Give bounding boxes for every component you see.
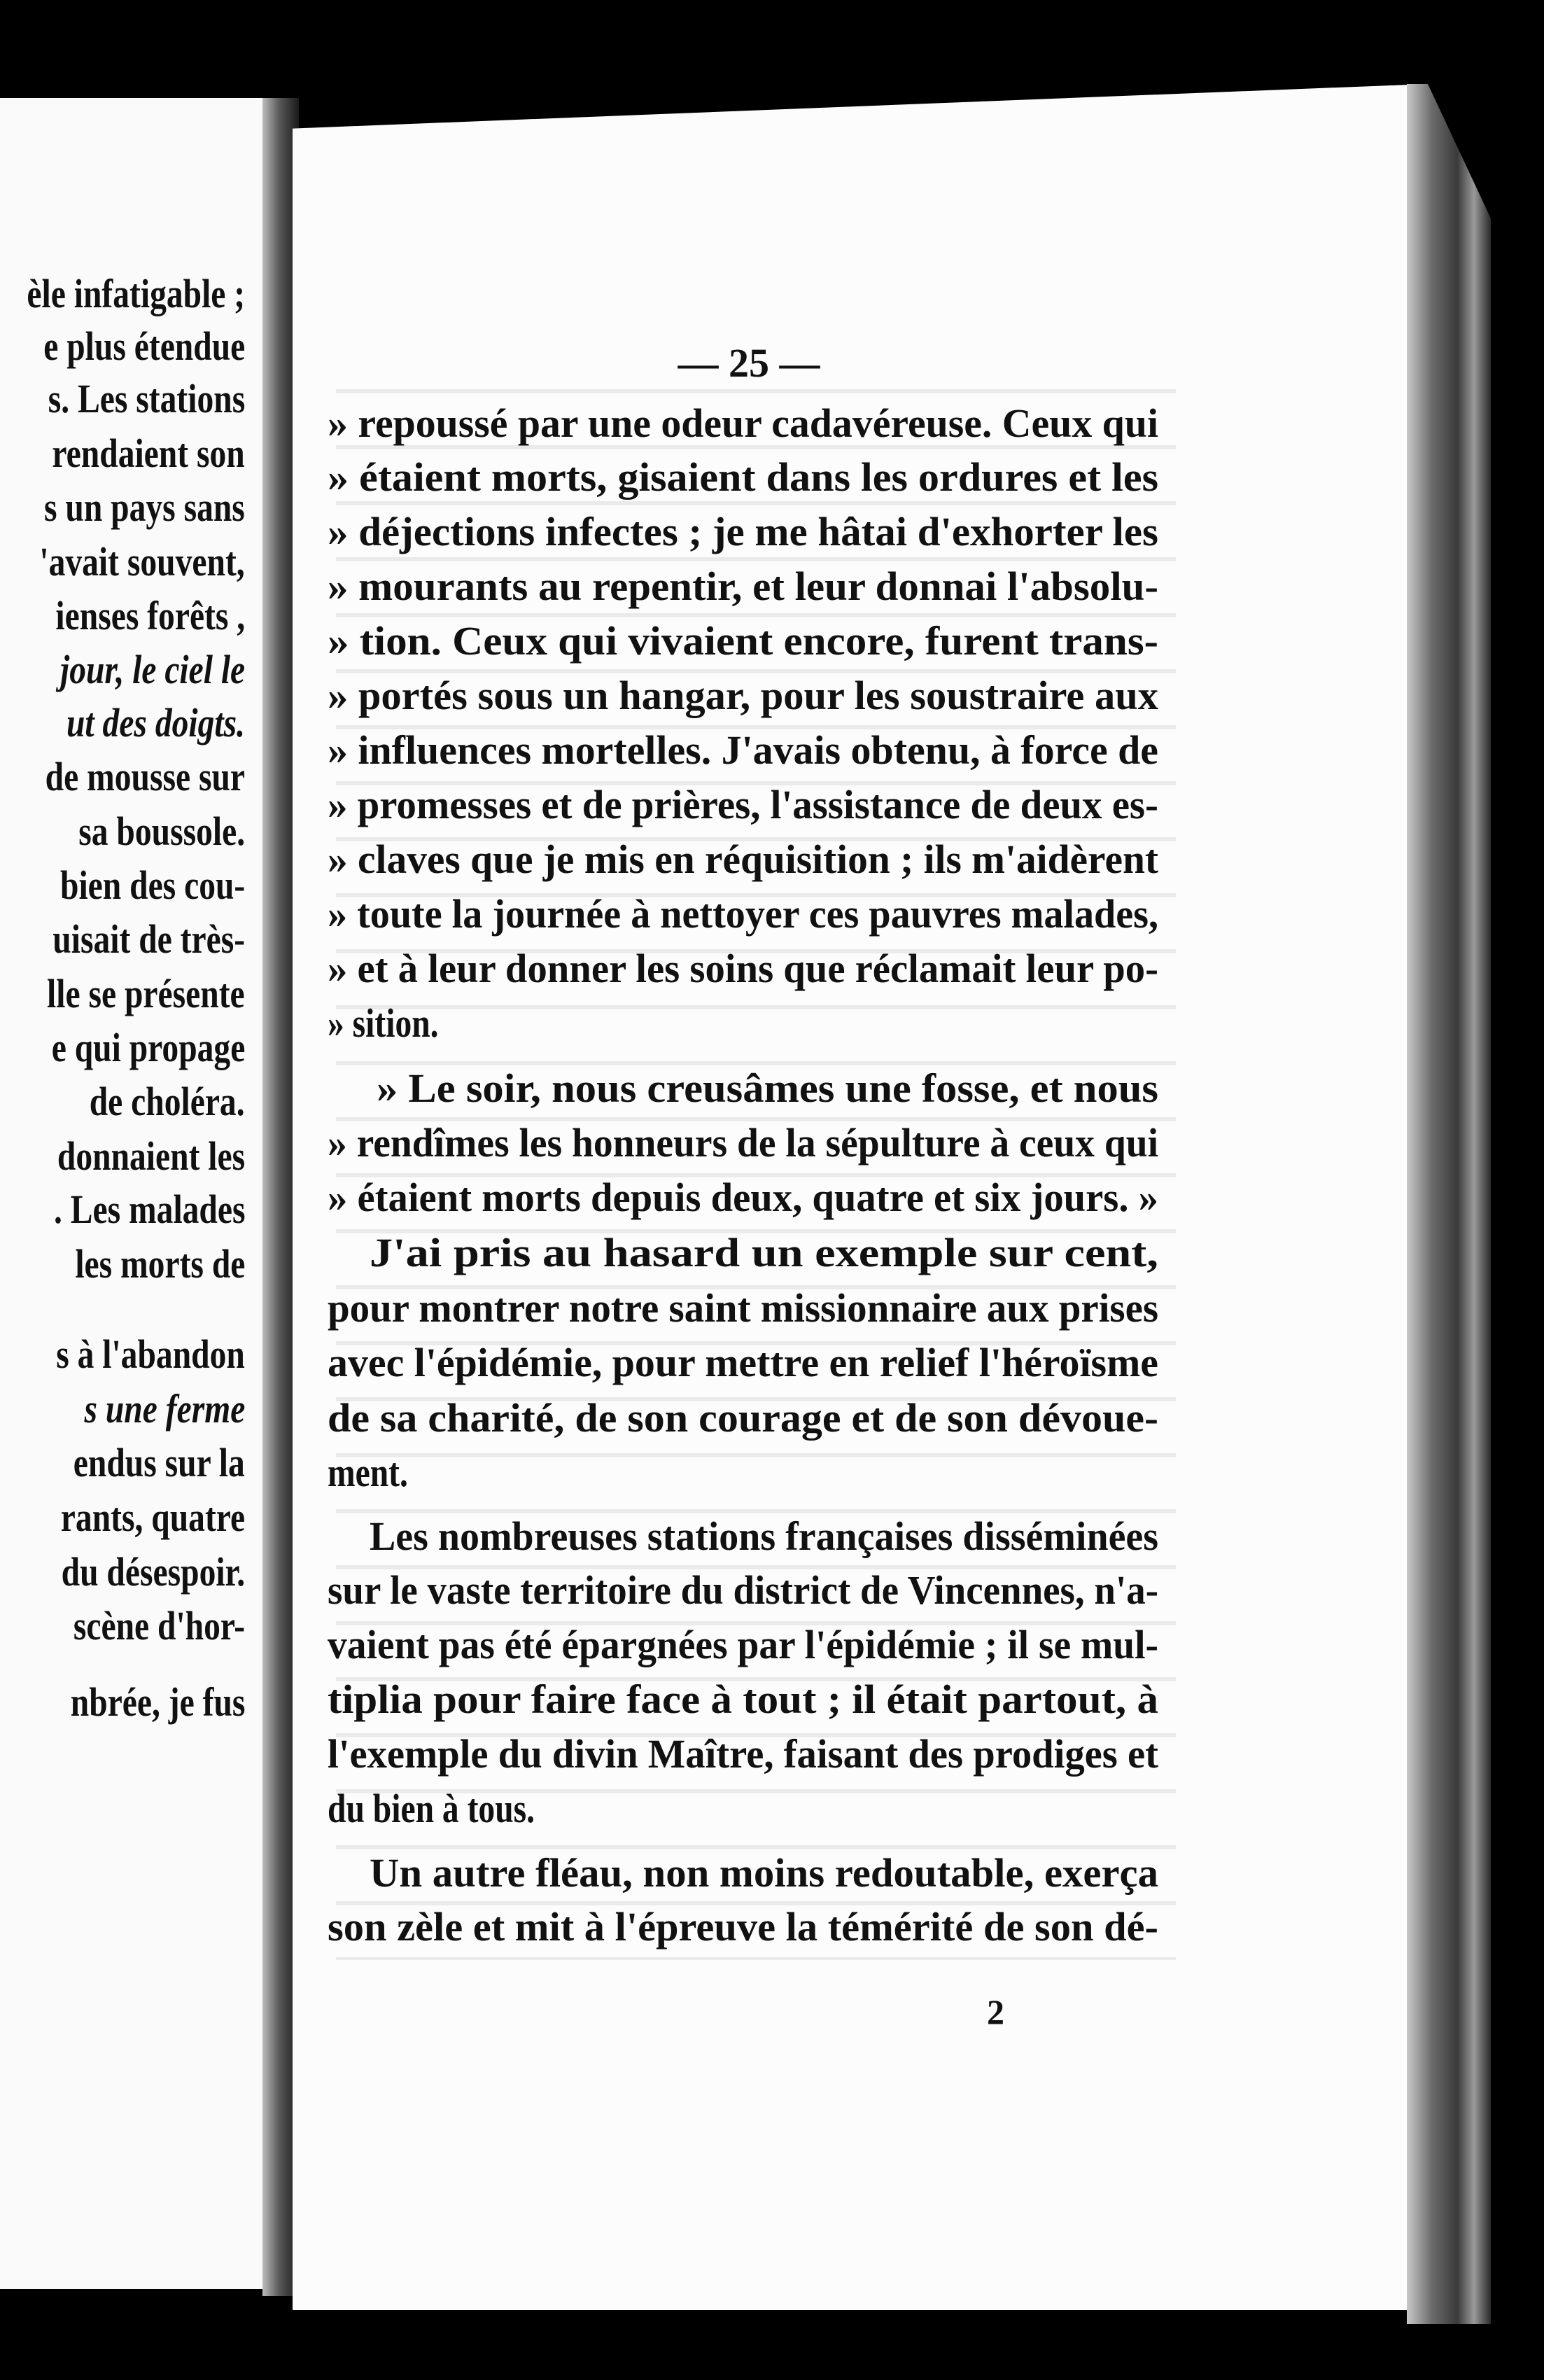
page-number: — 25 — xyxy=(678,340,820,386)
left-page-line: s. Les stations xyxy=(48,376,245,421)
left-page-line: scène d'hor- xyxy=(73,1603,245,1648)
body-text-line: du bien à tous. xyxy=(328,1786,535,1831)
left-page-line: les morts de xyxy=(74,1241,245,1287)
left-page-line: endus sur la xyxy=(73,1440,245,1485)
body-text-line: » repoussé par une odeur cadavéreuse. Ceux qui xyxy=(328,400,1158,446)
body-text-line: ment. xyxy=(328,1450,408,1495)
body-text-line: de sa charité, de son courage et de son dévoue- xyxy=(328,1395,1158,1441)
body-text-line: Les nombreuses stations françaises disséminées xyxy=(370,1513,1158,1559)
left-page-line: jour, le ciel le xyxy=(59,647,245,692)
left-page-line: ienses forêts , xyxy=(55,593,245,638)
body-text-line: Un autre fléau, non moins redoutable, exerça xyxy=(370,1850,1158,1896)
body-text-line: J'ai pris au hasard un exemple sur cent, xyxy=(370,1230,1158,1275)
body-text-line: » et à leur donner les soins que réclamait leur po- xyxy=(328,946,1158,991)
left-page-line: s une ferme xyxy=(84,1386,245,1432)
body-text-line: » déjections infectes ; je me hâtai d'exhorter les xyxy=(328,509,1158,554)
left-page-line: de mousse sur xyxy=(45,754,245,799)
signature-mark: 2 xyxy=(987,1992,1004,2031)
body-text-line: » sition. xyxy=(328,1000,439,1046)
left-page-line: s un pays sans xyxy=(44,484,245,530)
body-text-line: tiplia pour faire face à tout ; il était partout, à xyxy=(328,1676,1158,1722)
left-page-line: nbrée, je fus xyxy=(70,1679,245,1725)
body-text-line: » mourants au repentir, et leur donnai l'absolu- xyxy=(328,564,1158,609)
body-text-line: son zèle et mit à l'épreuve la témérité de son dé- xyxy=(328,1904,1158,1949)
left-page-line: rants, quatre xyxy=(60,1494,245,1540)
body-text-line: » tion. Ceux qui vivaient encore, furent trans- xyxy=(328,618,1158,664)
left-page-line: e plus étendue xyxy=(43,323,245,369)
body-text-line: avec l'épidémie, pour mettre en relief l'héroïsme xyxy=(328,1340,1158,1385)
body-text-line: » toute la journée à nettoyer ces pauvres malades, xyxy=(328,891,1158,937)
left-page-line: e qui propage xyxy=(51,1025,245,1070)
left-page-line: bien des cou- xyxy=(59,862,245,908)
left-page-line: èle infatigable ; xyxy=(27,271,245,316)
left-page-line: sa boussole. xyxy=(78,808,245,854)
left-page-line: de choléra. xyxy=(90,1079,245,1124)
page-edges xyxy=(1407,84,1491,2324)
left-page xyxy=(0,98,274,2289)
left-page-line: rendaient son xyxy=(52,430,245,476)
left-page-line: uisait de très- xyxy=(52,916,245,962)
left-page-line: ut des doigts. xyxy=(66,700,245,746)
body-text-line: » Le soir, nous creusâmes une fosse, et nous xyxy=(377,1065,1158,1111)
body-text-line: pour montrer notre saint missionnaire aux prises xyxy=(328,1285,1158,1331)
left-page-line: 'avait souvent, xyxy=(39,539,245,584)
left-page-line: du désespoir. xyxy=(61,1549,245,1595)
body-text-line: » étaient morts depuis deux, quatre et six jours. » xyxy=(328,1175,1158,1220)
body-text-line: sur le vaste territoire du district de Vincennes, n'a- xyxy=(328,1567,1158,1613)
left-page-line: lle se présente xyxy=(47,971,245,1016)
body-text-line: » influences mortelles. J'avais obtenu, à force de xyxy=(328,727,1158,773)
body-text-line: » promesses et de prières, l'assistance de deux es- xyxy=(328,782,1158,827)
body-text-line: » claves que je mis en réquisition ; ils m'aidèrent xyxy=(328,836,1158,882)
body-text-line: vaient pas été épargnées par l'épidémie ; il se mul- xyxy=(328,1622,1158,1667)
left-page-line: . Les malades xyxy=(53,1186,245,1232)
body-text-line: l'exemple du divin Maître, faisant des prodiges et xyxy=(328,1731,1158,1777)
body-text-line: » étaient morts, gisaient dans les ordures et les xyxy=(328,454,1158,500)
body-text-line: » rendîmes les honneurs de la sépulture à ceux qui xyxy=(328,1120,1158,1166)
left-page-line: s à l'abandon xyxy=(56,1331,245,1377)
body-text-line: » portés sous un hangar, pour les soustraire aux xyxy=(328,673,1158,718)
left-page-line: donnaient les xyxy=(57,1133,245,1179)
